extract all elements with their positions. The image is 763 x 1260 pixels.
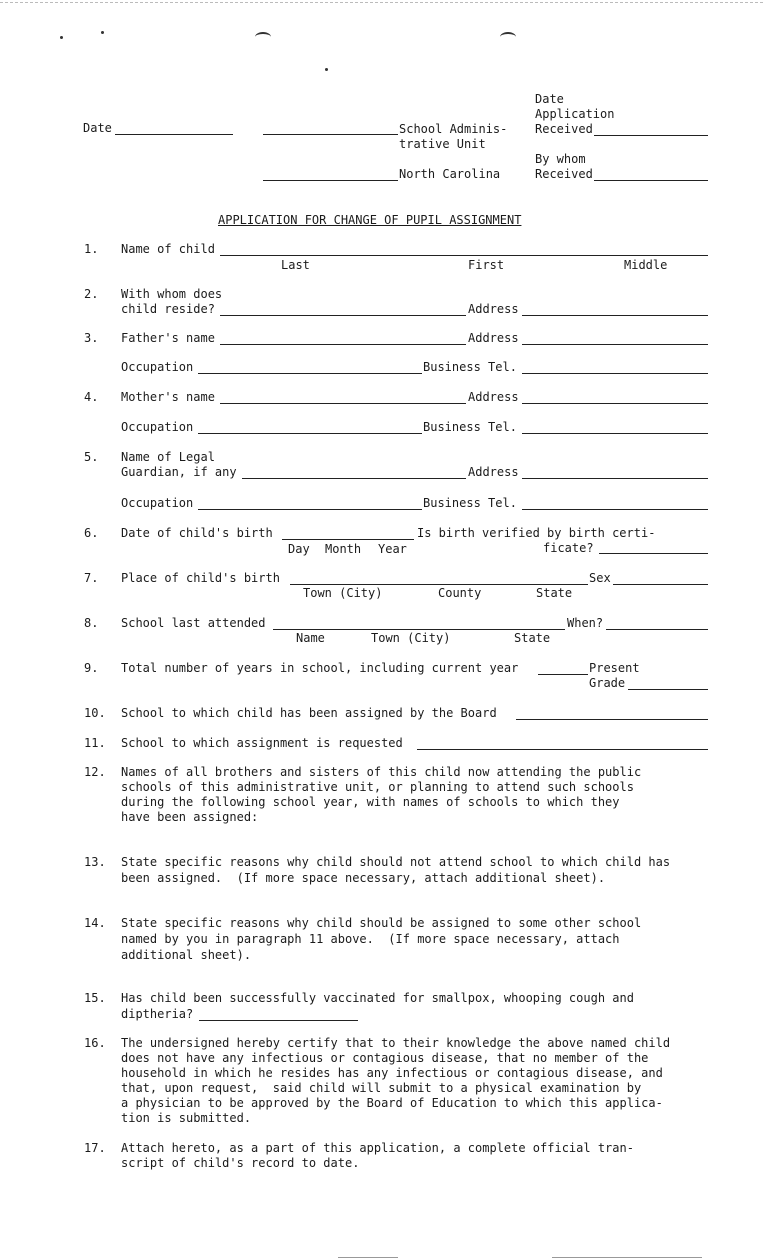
item-number: 4. xyxy=(84,390,99,404)
occupation-label: Occupation xyxy=(121,420,194,434)
father-address-field[interactable] xyxy=(522,344,708,345)
date-field[interactable] xyxy=(115,134,233,135)
certification-text: does not have any infectious or contagious disease, that no member of the xyxy=(121,1051,649,1065)
address-label: Address xyxy=(468,390,519,404)
sex-field[interactable] xyxy=(613,584,708,585)
transcript-text: script of child's record to date. xyxy=(121,1156,360,1170)
punch-mark xyxy=(255,32,271,42)
father-name-label: Father's name xyxy=(121,331,215,345)
resides-address-field[interactable] xyxy=(522,315,708,316)
date-received-field[interactable] xyxy=(594,135,708,136)
received-label: Date xyxy=(535,92,564,106)
assigned-school-field[interactable] xyxy=(516,719,708,720)
present-grade-label: Present xyxy=(589,661,640,675)
item-number: 15. xyxy=(84,991,106,1005)
punch-mark xyxy=(500,32,516,42)
father-name-field[interactable] xyxy=(220,344,466,345)
sub-label-county: County xyxy=(438,586,482,600)
business-tel-label: Business Tel. xyxy=(423,360,517,374)
item-number: 6. xyxy=(84,526,99,540)
vaccination-text: Has child been successfully vaccinated for smallpox, whooping cough and xyxy=(121,991,634,1005)
guardian-business-tel-field[interactable] xyxy=(522,509,708,510)
last-school-label: School last attended xyxy=(121,616,266,630)
sub-label-state: State xyxy=(514,631,551,645)
address-label: Address xyxy=(468,331,519,345)
resides-with-label-2: child reside? xyxy=(121,302,215,316)
item-number: 10. xyxy=(84,706,106,720)
address-label: Address xyxy=(468,302,519,316)
sub-label-last: Last xyxy=(281,258,310,272)
item-number: 11. xyxy=(84,736,106,750)
item-number: 7. xyxy=(84,571,99,585)
by-whom-label-2: Received xyxy=(535,167,593,181)
birth-verified-label-2: ficate? xyxy=(543,541,594,555)
resides-with-field[interactable] xyxy=(220,315,466,316)
bottom-edge-line xyxy=(338,1257,398,1258)
child-name-label: Name of child xyxy=(121,242,215,256)
by-whom-label: By whom xyxy=(535,152,586,166)
address-label: Address xyxy=(468,465,519,479)
when-label: When? xyxy=(567,616,604,630)
reasons-other-school-text: named by you in paragraph 11 above. (If more space necessary, attach xyxy=(121,932,620,946)
father-business-tel-field[interactable] xyxy=(522,373,708,374)
scan-speck xyxy=(325,68,328,71)
state-unit-field[interactable] xyxy=(263,180,398,181)
last-school-field[interactable] xyxy=(273,629,565,630)
reasons-not-attend-text: been assigned. (If more space necessary, attach additional sheet). xyxy=(121,871,606,885)
mother-occupation-field[interactable] xyxy=(198,433,422,434)
sub-label-day: Day xyxy=(288,542,310,556)
reasons-other-school-text: State specific reasons why child should be assigned to some other school xyxy=(121,916,642,930)
form-title: APPLICATION FOR CHANGE OF PUPIL ASSIGNMENT xyxy=(218,213,522,227)
vaccination-text: diptheria? xyxy=(121,1007,194,1021)
resides-with-label: With whom does xyxy=(121,287,223,301)
vaccination-field[interactable] xyxy=(199,1020,358,1021)
item-number: 1. xyxy=(84,242,99,256)
reasons-other-school-text: additional sheet). xyxy=(121,948,252,962)
siblings-text: have been assigned: xyxy=(121,810,259,824)
father-occupation-field[interactable] xyxy=(198,373,422,374)
requested-school-label: School to which assignment is requested xyxy=(121,736,403,750)
child-name-field[interactable] xyxy=(220,255,708,256)
guardian-name-field[interactable] xyxy=(242,478,466,479)
sub-label-name: Name xyxy=(296,631,325,645)
sub-label-state: State xyxy=(536,586,573,600)
siblings-text: Names of all brothers and sisters of this child now attending the public xyxy=(121,765,642,779)
when-field[interactable] xyxy=(606,629,708,630)
state-label: North Carolina xyxy=(399,167,501,181)
mother-name-field[interactable] xyxy=(220,403,466,404)
business-tel-label: Business Tel. xyxy=(423,496,517,510)
birth-date-label: Date of child's birth xyxy=(121,526,273,540)
item-number: 2. xyxy=(84,287,99,301)
sub-label-town: Town (City) xyxy=(303,586,383,600)
transcript-text: Attach hereto, as a part of this application, a complete official tran- xyxy=(121,1141,634,1155)
admin-unit-label: School Adminis- xyxy=(399,122,508,136)
certification-text: The undersigned hereby certify that to their knowledge the above named child xyxy=(121,1036,671,1050)
siblings-text: schools of this administrative unit, or planning to attend such schools xyxy=(121,780,634,794)
birth-place-label: Place of child's birth xyxy=(121,571,280,585)
birth-verified-label: Is birth verified by birth certi- xyxy=(417,526,656,540)
sub-label-year: Year xyxy=(378,542,407,556)
sub-label-middle: Middle xyxy=(624,258,668,272)
assigned-school-label: School to which child has been assigned by the Board xyxy=(121,706,497,720)
present-grade-label-2: Grade xyxy=(589,676,626,690)
guardian-label-2: Guardian, if any xyxy=(121,465,237,479)
received-label-3: Received xyxy=(535,122,593,136)
birth-place-field[interactable] xyxy=(290,584,588,585)
guardian-occupation-field[interactable] xyxy=(198,509,422,510)
item-number: 12. xyxy=(84,765,106,779)
certification-text: that, upon request, said child will submit to a physical examination by xyxy=(121,1081,642,1095)
certification-text: a physician to be approved by the Board of Education to which this applica- xyxy=(121,1096,663,1110)
certification-text: household in which he resides has any infectious or contagious disease, and xyxy=(121,1066,663,1080)
requested-school-field[interactable] xyxy=(417,749,708,750)
admin-unit-field[interactable] xyxy=(263,134,398,135)
item-number: 5. xyxy=(84,450,99,464)
item-number: 3. xyxy=(84,331,99,345)
item-number: 14. xyxy=(84,916,106,930)
received-label-2: Application xyxy=(535,107,615,121)
siblings-text: during the following school year, with names of schools to which they xyxy=(121,795,620,809)
scan-speck xyxy=(101,31,104,34)
occupation-label: Occupation xyxy=(121,360,194,374)
certification-text: tion is submitted. xyxy=(121,1111,252,1125)
item-number: 9. xyxy=(84,661,99,675)
years-in-school-field[interactable] xyxy=(538,674,588,675)
present-grade-field[interactable] xyxy=(628,689,708,690)
reasons-not-attend-text: State specific reasons why child should not attend school to which child has xyxy=(121,855,671,869)
years-in-school-label: Total number of years in school, including current year xyxy=(121,661,519,675)
item-number: 8. xyxy=(84,616,99,630)
date-label: Date xyxy=(83,121,112,135)
birth-date-field[interactable] xyxy=(282,539,414,540)
guardian-label: Name of Legal xyxy=(121,450,215,464)
sub-label-town: Town (City) xyxy=(371,631,451,645)
top-edge-dashes xyxy=(0,2,763,3)
sub-label-first: First xyxy=(468,258,505,272)
item-number: 16. xyxy=(84,1036,106,1050)
item-number: 13. xyxy=(84,855,106,869)
scan-speck xyxy=(60,36,63,39)
occupation-label: Occupation xyxy=(121,496,194,510)
business-tel-label: Business Tel. xyxy=(423,420,517,434)
guardian-address-field[interactable] xyxy=(522,478,708,479)
admin-unit-label-2: trative Unit xyxy=(399,137,486,151)
bottom-edge-line xyxy=(552,1257,702,1258)
birth-certificate-field[interactable] xyxy=(599,553,708,554)
sub-label-month: Month xyxy=(325,542,362,556)
item-number: 17. xyxy=(84,1141,106,1155)
sex-label: Sex xyxy=(589,571,611,585)
mother-business-tel-field[interactable] xyxy=(522,433,708,434)
received-by-field[interactable] xyxy=(594,180,708,181)
mother-address-field[interactable] xyxy=(522,403,708,404)
mother-name-label: Mother's name xyxy=(121,390,215,404)
